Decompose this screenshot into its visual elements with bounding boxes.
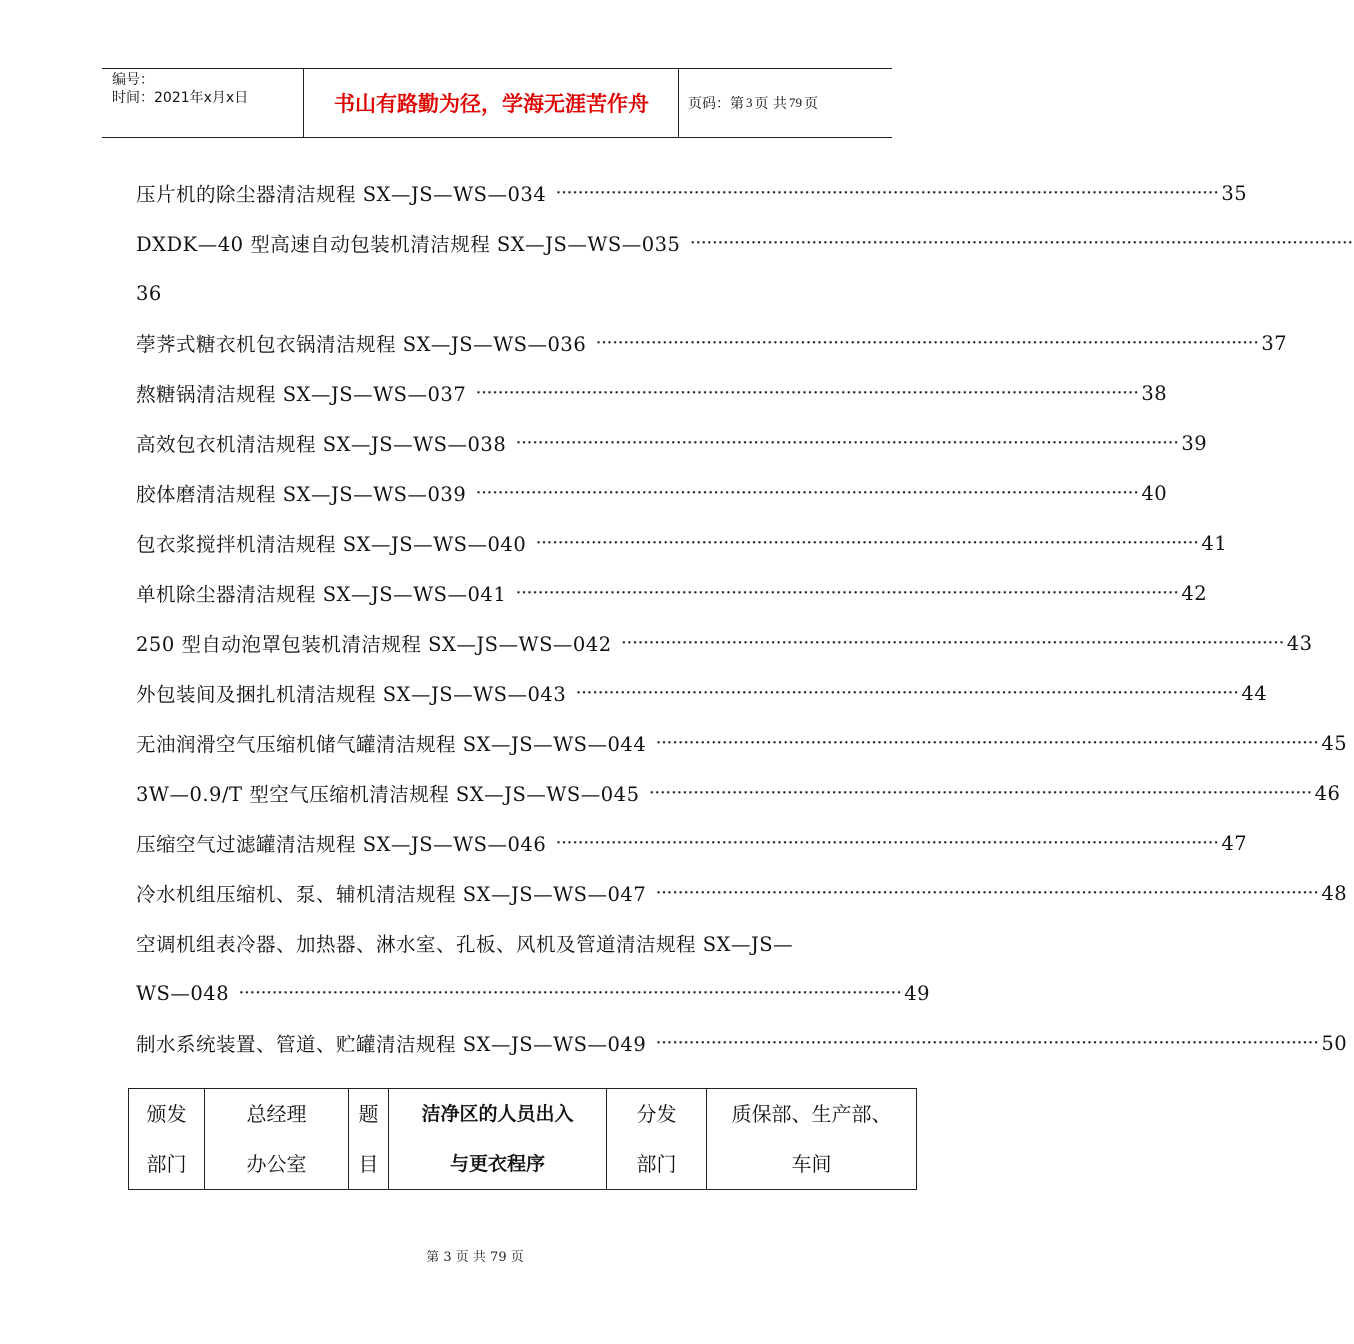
distribution-dept-label: 分发 部门 <box>607 1089 707 1190</box>
toc-leader-dots: ························································································································ <box>576 685 1240 701</box>
toc-entry-title: 空调机组表冷器、加热器、淋水室、孔板、风机及管道清洁规程 SX—JS— <box>136 933 794 956</box>
number-label: 编号： <box>112 72 154 88</box>
toc-entry-title: 制水系统装置、管道、贮罐清洁规程 SX—JS—WS—049 <box>136 1033 647 1056</box>
toc-entry-page: 49 <box>904 981 931 1005</box>
distribution-dept-value: 质保部、生产部、 车间 <box>707 1089 917 1190</box>
toc-entry-title: 荸荠式糖衣机包衣锅清洁规程 SX—JS—WS—036 <box>136 333 587 356</box>
table-of-contents <box>136 168 1354 1068</box>
page-suffix: 页 <box>803 96 818 112</box>
toc-entry-page: 39 <box>1181 431 1208 455</box>
header-meta <box>112 71 248 107</box>
toc-entry-title: 无油润滑空气压缩机储气罐清洁规程 SX—JS—WS—044 <box>136 733 647 756</box>
toc-leader-dots: ························································································································ <box>239 985 903 1001</box>
toc-entry-title: 压片机的除尘器清洁规程 SX—JS—WS—034 <box>136 183 547 206</box>
toc-entry <box>136 368 1168 418</box>
toc-entry-title: 胶体磨清洁规程 SX—JS—WS—039 <box>136 483 467 506</box>
page-current: 3 <box>746 95 753 110</box>
toc-entry-title: 压缩空气过滤罐清洁规程 SX—JS—WS—046 <box>136 833 547 856</box>
toc-leader-dots: ························································································································ <box>476 385 1140 401</box>
toc-entry-page: 43 <box>1286 631 1313 655</box>
toc-entry-page: 50 <box>1321 1031 1348 1055</box>
toc-entry-page: 37 <box>1261 331 1288 355</box>
subject-value: 洁净区的人员出入 与更衣程序 <box>389 1089 607 1190</box>
toc-entry <box>136 868 1348 918</box>
toc-leader-dots: ························································································································ <box>516 585 1180 601</box>
page-total: 79 <box>788 95 802 110</box>
toc-leader-dots: ························································································································ <box>536 535 1200 551</box>
distribution-table <box>128 1088 917 1190</box>
toc-entry <box>136 918 858 968</box>
toc-entry <box>136 968 931 1018</box>
header-divider <box>303 69 304 137</box>
toc-entry-page: 41 <box>1201 531 1228 555</box>
toc-entry-page: 44 <box>1241 681 1268 705</box>
toc-entry <box>136 318 1288 368</box>
toc-entry-page: 38 <box>1141 381 1168 405</box>
toc-entry-page: 46 <box>1314 781 1341 805</box>
toc-entry-title: 冷水机组压缩机、泵、辅机清洁规程 SX—JS—WS—047 <box>136 883 647 906</box>
toc-entry-title: DXDK—40 型高速自动包装机清洁规程 SX—JS—WS—035 <box>136 233 681 256</box>
page-mid: 页 共 <box>754 96 787 112</box>
page-prefix: 页码：第 <box>688 96 744 112</box>
toc-leader-dots: ························································································································ <box>596 335 1260 351</box>
toc-entry-title: 250 型自动泡罩包装机清洁规程 SX—JS—WS—042 <box>136 633 612 656</box>
toc-leader-dots: ························································································································ <box>556 835 1220 851</box>
toc-entry <box>136 1018 1348 1068</box>
toc-entry-title: WS—048 <box>136 981 230 1005</box>
toc-entry-title: 外包装间及捆扎机清洁规程 SX—JS—WS—043 <box>136 683 567 706</box>
toc-leader-dots: ························································································································ <box>649 785 1313 801</box>
toc-entry-title: 包衣浆搅拌机清洁规程 SX—JS—WS—040 <box>136 533 527 556</box>
time-label: 时间：2021年x月x日 <box>112 90 249 106</box>
toc-entry <box>136 618 1313 668</box>
toc-entry-title: 36 <box>136 281 162 305</box>
toc-entry-title: 高效包衣机清洁规程 SX—JS—WS—038 <box>136 433 507 456</box>
toc-entry-page: 35 <box>1221 181 1248 205</box>
toc-entry-page: 42 <box>1181 581 1208 605</box>
toc-entry <box>136 518 1228 568</box>
header-motto: 书山有路勤为径，学海无涯苦作舟 <box>334 92 649 116</box>
toc-leader-dots: ························································································································ <box>556 185 1220 201</box>
toc-entry-title: 单机除尘器清洁规程 SX—JS—WS—041 <box>136 583 507 606</box>
header-page-info <box>688 69 818 137</box>
toc-entry-page: 48 <box>1321 881 1348 905</box>
toc-leader-dots: ························································································································ <box>656 885 1320 901</box>
issuing-dept-value: 总经理 办公室 <box>205 1089 349 1190</box>
toc-entry <box>136 268 858 318</box>
page-footer: 第 3 页 共 79 页 <box>426 1250 524 1265</box>
toc-entry-title: 3W—0.9/T 型空气压缩机清洁规程 SX—JS—WS—045 <box>136 783 640 806</box>
toc-entry-page: 40 <box>1141 481 1168 505</box>
toc-entry <box>136 168 1248 218</box>
toc-leader-dots: ························································································································ <box>656 1035 1320 1051</box>
toc-entry <box>136 568 1208 618</box>
toc-entry <box>136 218 1354 268</box>
toc-leader-dots: ························································································································ <box>476 485 1140 501</box>
toc-entry <box>136 668 1268 718</box>
toc-entry <box>136 468 1168 518</box>
toc-entry <box>136 718 1348 768</box>
toc-entry <box>136 818 1248 868</box>
toc-leader-dots: ························································································································ <box>656 735 1320 751</box>
toc-entry-title: 熬糖锅清洁规程 SX—JS—WS—037 <box>136 383 467 406</box>
toc-entry-page: 47 <box>1221 831 1248 855</box>
subject-label: 题 目 <box>349 1089 389 1190</box>
toc-leader-dots: ························································································································ <box>690 235 1354 251</box>
toc-leader-dots: ························································································································ <box>516 435 1180 451</box>
document-header <box>102 68 892 138</box>
toc-entry-page: 45 <box>1321 731 1348 755</box>
toc-entry <box>136 768 1341 818</box>
toc-leader-dots: ························································································································ <box>621 635 1285 651</box>
toc-entry <box>136 418 1208 468</box>
header-divider <box>678 69 679 137</box>
issuing-dept-label: 颁发 部门 <box>129 1089 205 1190</box>
